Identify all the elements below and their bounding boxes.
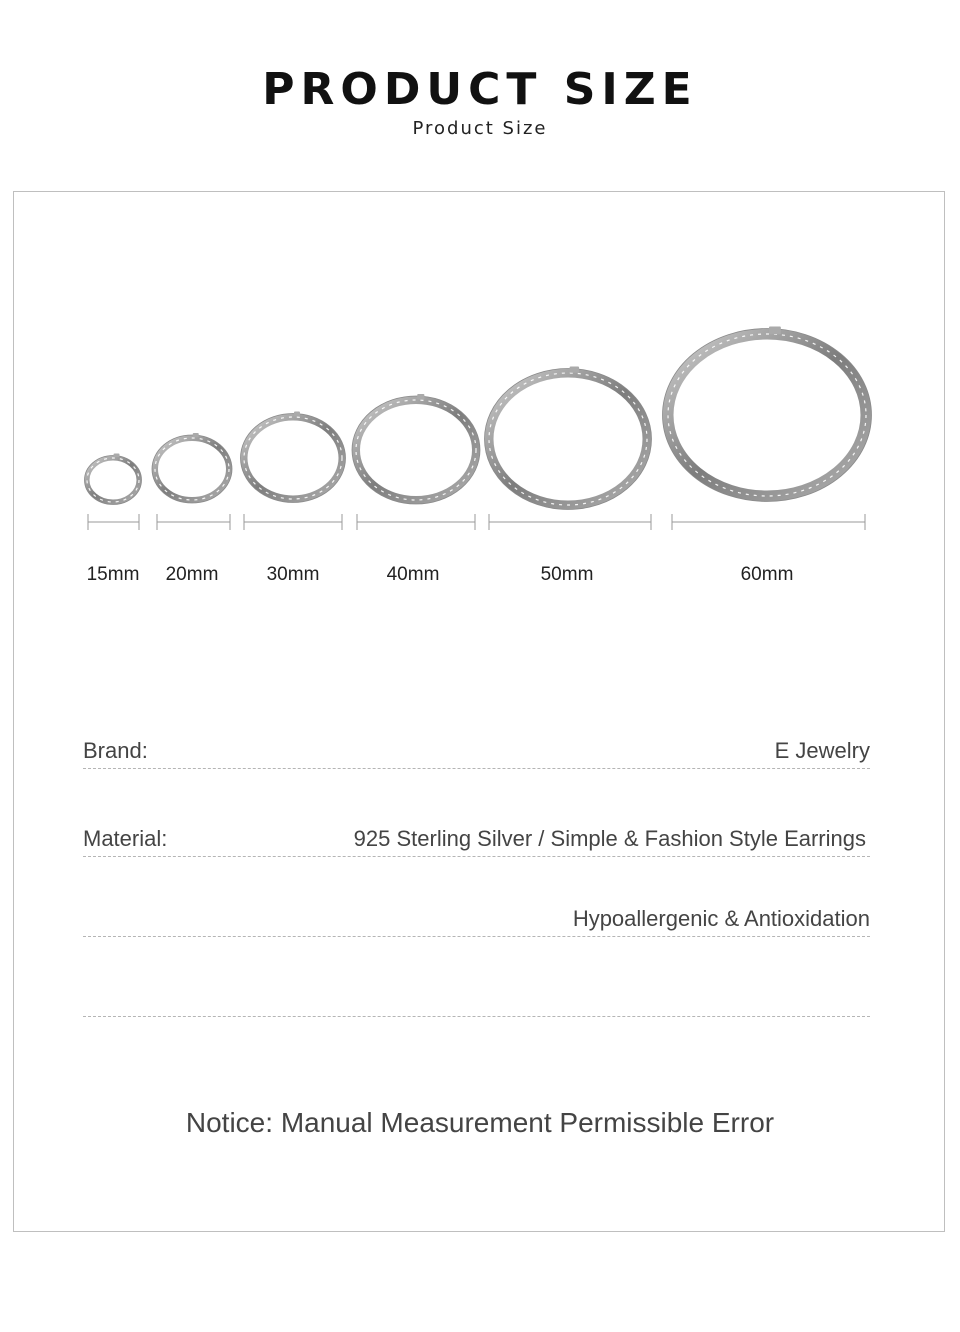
- dimension-rule-60mm: [672, 514, 865, 530]
- size-label-30mm: 30mm: [266, 564, 320, 585]
- brand-value: E Jewelry: [774, 738, 870, 763]
- spec-row-brand: [83, 738, 870, 769]
- spec-row-feature: [83, 906, 870, 937]
- dimension-rule-20mm: [157, 514, 230, 530]
- page-title: PRODUCT SIZE: [262, 64, 698, 115]
- hoop-40mm: [352, 394, 480, 504]
- dimension-rule-40mm: [357, 514, 475, 530]
- hoop-illustration: [0, 0, 960, 620]
- feature-value: Hypoallergenic & Antioxidation: [572, 906, 870, 931]
- hoop-30mm: [241, 412, 346, 503]
- brand-label: Brand:: [83, 738, 148, 763]
- dimension-rule-50mm: [489, 514, 651, 530]
- page-subtitle: Product Size: [412, 118, 548, 139]
- size-label-40mm: 40mm: [386, 564, 440, 585]
- hoop-15mm: [85, 454, 142, 505]
- spec-row-material: [83, 826, 870, 857]
- hoop-20mm: [152, 433, 232, 503]
- size-label-50mm: 50mm: [540, 564, 594, 585]
- notice-text: Notice: Manual Measurement Permissible Error: [185, 1107, 775, 1138]
- hoop-60mm: [663, 327, 872, 502]
- size-label-20mm: 20mm: [165, 564, 219, 585]
- material-label: Material:: [83, 826, 168, 851]
- spec-row-empty: [83, 986, 870, 1017]
- hoop-50mm: [485, 367, 652, 510]
- dimension-rule-15mm: [88, 514, 139, 530]
- material-value: 925 Sterling Silver / Simple & Fashion Style Earrings: [353, 826, 866, 851]
- dimension-rule-30mm: [244, 514, 342, 530]
- size-label-15mm: 15mm: [86, 564, 140, 585]
- size-label-60mm: 60mm: [740, 564, 794, 585]
